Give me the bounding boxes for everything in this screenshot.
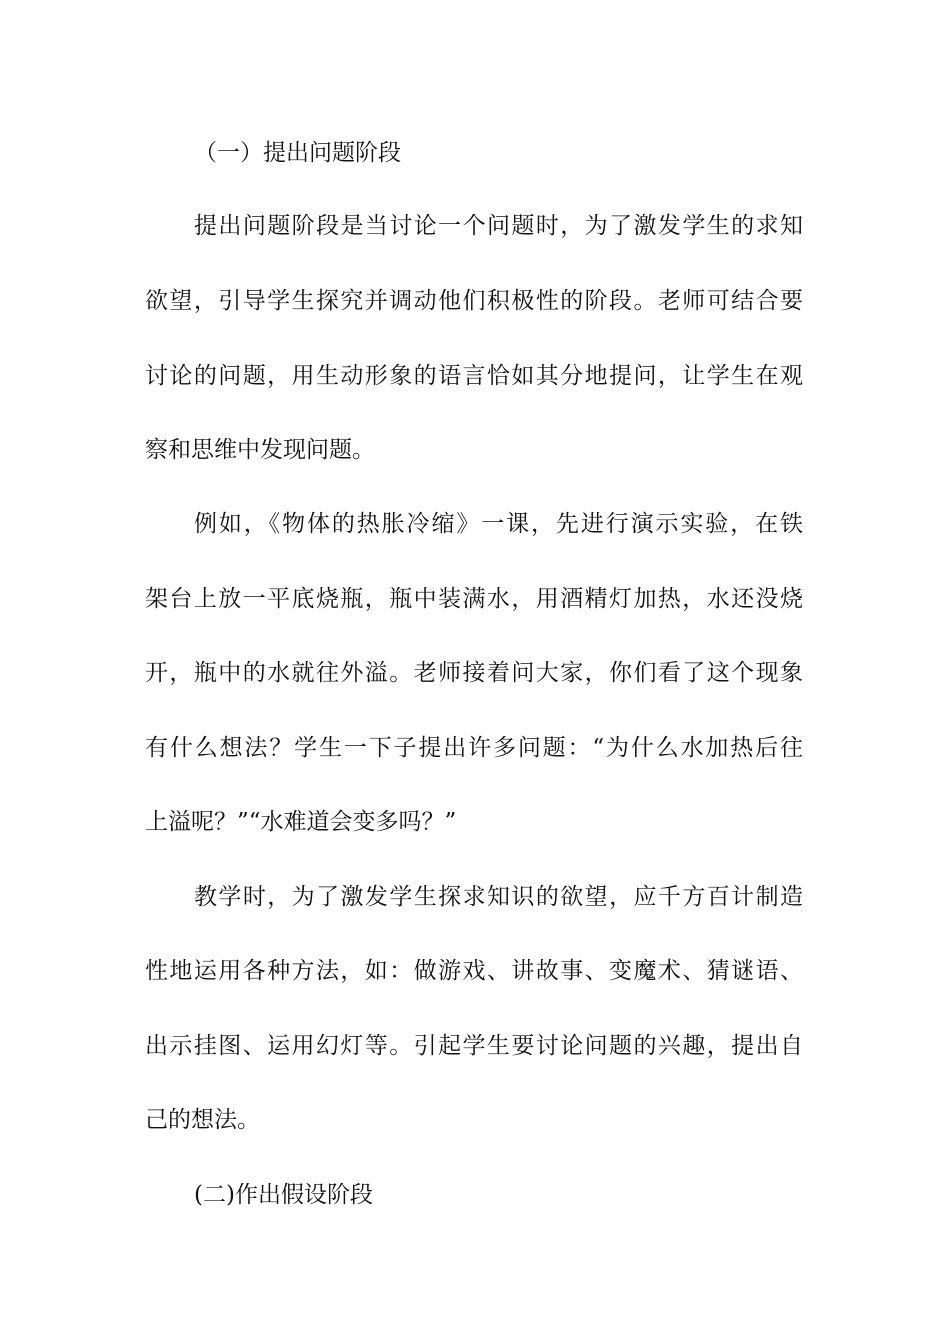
paragraph-3-line: 出示挂图、运用幻灯等。引起学生要讨论问题的兴趣，提出自 (145, 1033, 803, 1059)
paragraph-3-line: 己的想法。 (145, 1107, 260, 1133)
section-heading-two: (二)作出假设阶段 (194, 1182, 373, 1208)
paragraph-1-line: 提出问题阶段是当讨论一个问题时，为了激发学生的求知 (194, 213, 803, 239)
paragraph-2-line: 有什么想法？学生一下子提出许多问题：“为什么水加热后往 (145, 735, 803, 761)
paragraph-2-line: 上溢呢？”“水难道会变多吗？” (145, 809, 457, 835)
paragraph-2-line: 架台上放一平底烧瓶，瓶中装满水，用酒精灯加热，水还没烧 (145, 586, 803, 612)
paragraph-1-line: 察和思维中发现问题。 (145, 437, 375, 463)
paragraph-3-line: 教学时，为了激发学生探求知识的欲望，应千方百计制造 (194, 884, 803, 910)
paragraph-2-line: 例如，《物体的热胀冷缩》一课，先进行演示实验，在铁 (194, 511, 803, 537)
paragraph-3-line: 性地运用各种方法，如：做游戏、讲故事、变魔术、猜谜语、 (145, 958, 803, 984)
paragraph-1-line: 讨论的问题，用生动形象的语言恰如其分地提问，让学生在观 (145, 363, 803, 389)
section-heading-one: （一）提出问题阶段 (194, 140, 401, 166)
paragraph-1-line: 欲望，引导学生探究并调动他们积极性的阶段。老师可结合要 (145, 288, 803, 314)
paragraph-2-line: 开，瓶中的水就往外溢。老师接着问大家，你们看了这个现象 (145, 660, 803, 686)
